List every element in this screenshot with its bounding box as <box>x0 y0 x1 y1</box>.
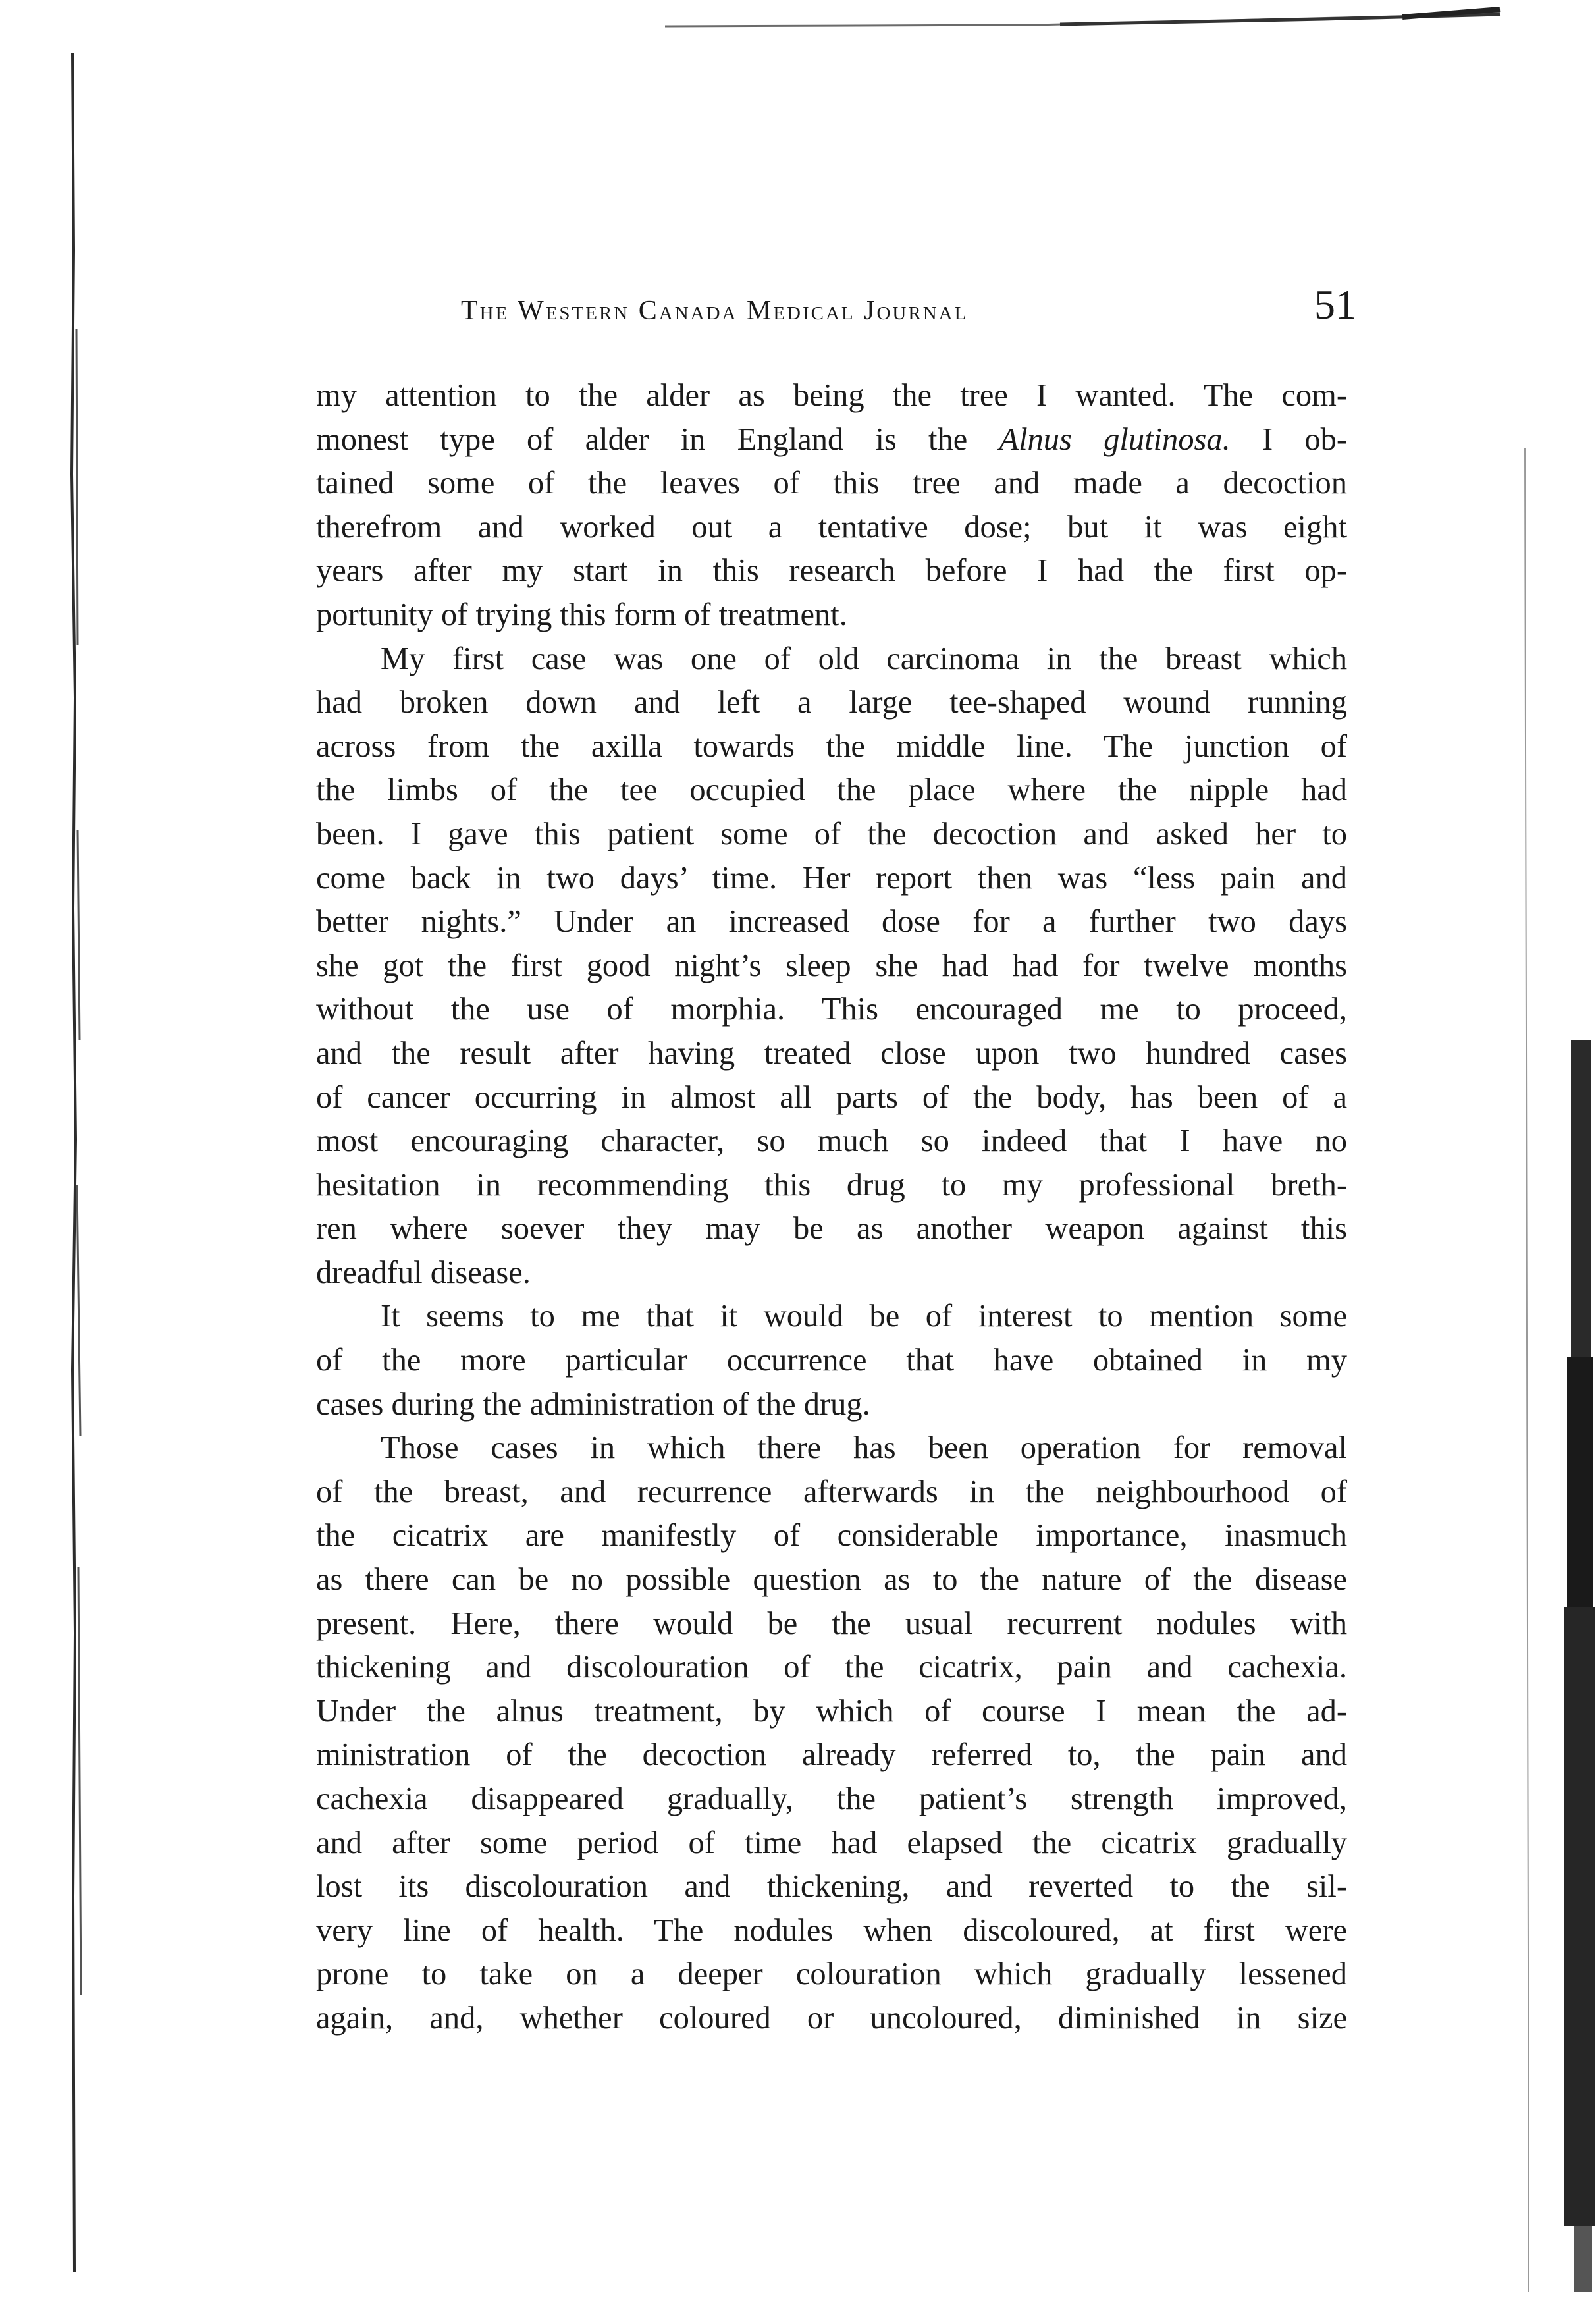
text-line: Those cases in which there has been operation for removal <box>381 1430 1347 1466</box>
page-header <box>461 281 1356 353</box>
text-line: of cancer occurring in almost all parts of the body, has been of a <box>316 1079 1347 1115</box>
italic-term: Alnus glutinosa. <box>999 421 1231 457</box>
text-line: been. I gave this patient some of the decoction and asked her to <box>316 816 1347 851</box>
running-head: The Western Canada Medical Journal <box>461 296 969 326</box>
text-line: very line of health. The nodules when discoloured, at first were <box>316 1912 1347 1948</box>
body-text <box>316 374 1347 2041</box>
scan-rule-top <box>665 7 1501 29</box>
scan-edge-right <box>1514 448 1596 2292</box>
text-line: prone to take on a deeper colouration which gradually lessened <box>316 1957 1347 1992</box>
text-line: dreadful disease. <box>316 1255 531 1290</box>
text-line: lost its discolouration and thickening, and reverted to the sil- <box>316 1869 1347 1905</box>
text-line: therefrom and worked out a tentative dose; but it was eight <box>316 509 1347 545</box>
text-line: come back in two days’ time. Her report then was “less pain and <box>316 860 1347 896</box>
text-line: across from the axilla towards the middle line. The junction of <box>316 728 1347 764</box>
text-line: tained some of the leaves of this tree and made a decoction <box>316 466 1347 501</box>
text-line: and the result after having treated close upon two hundred cases <box>316 1035 1347 1071</box>
text-line: and after some period of time had elapsed the cicatrix gradually <box>316 1825 1347 1860</box>
scan-edge-left <box>65 53 91 2272</box>
text-line: years after my start in this research before I had the first op- <box>316 553 1347 589</box>
text-line: again, and, whether coloured or uncoloured, diminished in size <box>316 2000 1347 2036</box>
text-line: My first case was one of old carcinoma in the breast which <box>381 641 1347 676</box>
text-line: hesitation in recommending this drug to my professional breth- <box>316 1167 1347 1203</box>
text-line: as there can be no possible question as to the nature of the disease <box>316 1562 1347 1598</box>
text-line: portunity of trying this form of treatment. <box>316 597 847 632</box>
text-line: my attention to the alder as being the tree I wanted. The com- <box>316 378 1347 413</box>
text-line: ren where soever they may be as another weapon against this <box>316 1211 1347 1247</box>
text-line: the cicatrix are manifestly of considerable importance, inasmuch <box>316 1518 1347 1554</box>
text-line: Under the alnus treatment, by which of course I mean the ad- <box>316 1693 1347 1729</box>
text-line: It seems to me that it would be of interest to mention some <box>381 1299 1347 1334</box>
text-line: she got the first good night’s sleep she had had for twelve months <box>316 948 1347 983</box>
text-line: most encouraging character, so much so indeed that I have no <box>316 1123 1347 1159</box>
text-line: of the more particular occurrence that have obtained in my <box>316 1343 1347 1378</box>
text-line: without the use of morphia. This encouraged me to proceed, <box>316 992 1347 1027</box>
page-number: 51 <box>1314 281 1356 328</box>
text-line: of the breast, and recurrence afterwards in the neighbourhood of <box>316 1474 1347 1509</box>
text-line: cases during the administration of the drug. <box>316 1386 870 1422</box>
text-line: thickening and discolouration of the cicatrix, pain and cachexia. <box>316 1650 1347 1685</box>
text-line: the limbs of the tee occupied the place where the nipple had <box>316 772 1347 808</box>
text-line: cachexia disappeared gradually, the patient’s strength improved, <box>316 1781 1347 1816</box>
text-line: had broken down and left a large tee-shaped wound running <box>316 685 1347 720</box>
text-line: monest type of alder in England is the Alnus glutinosa. I ob- <box>316 421 1347 457</box>
text-line: ministration of the decoction already referred to, the pain and <box>316 1737 1347 1773</box>
text-line: better nights.” Under an increased dose for a further two days <box>316 904 1347 940</box>
text-line: present. Here, there would be the usual recurrent nodules with <box>316 1606 1347 1641</box>
